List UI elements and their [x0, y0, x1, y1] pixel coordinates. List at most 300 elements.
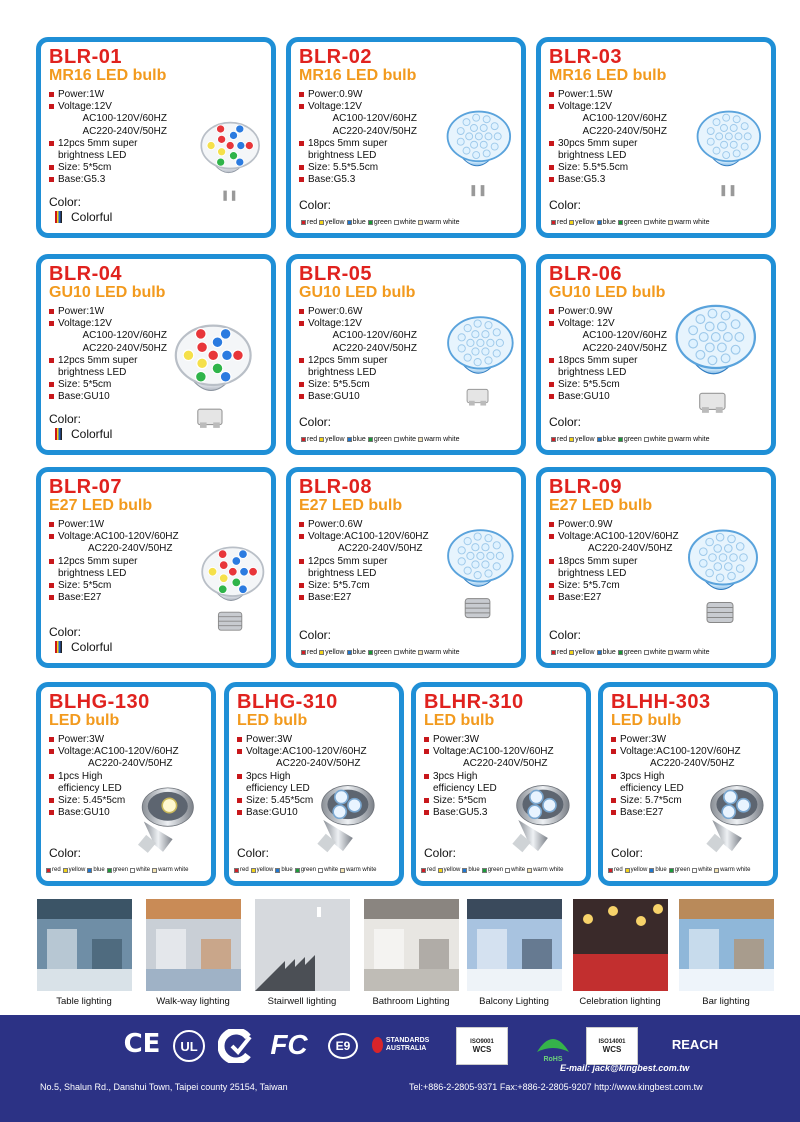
product-card-blr-05 [286, 254, 526, 455]
color-label: Color: [299, 415, 332, 429]
model-number: BLHG-130 [49, 691, 150, 713]
color-swatches [299, 649, 459, 656]
spec-list [549, 519, 679, 604]
spec-line: Power:0.6W [299, 519, 429, 531]
spec-line: Base:GU5.3 [424, 807, 554, 819]
spec-list [299, 89, 417, 187]
model-number: BLR-04 [49, 263, 123, 285]
color-swatches [549, 436, 709, 443]
swatch-warm-white [714, 868, 719, 873]
spec-line: 12pcs 5mm super [49, 556, 179, 568]
bulb-illustration [681, 92, 773, 212]
model-number: BLR-05 [299, 263, 373, 285]
gallery-caption: Balcony Lighting [479, 996, 549, 1007]
swatch-label: blue [352, 219, 366, 226]
spec-line: AC220-240V/50HZ [246, 758, 361, 770]
swatch-label: warm white [674, 649, 710, 656]
spec-line: Base:GU10 [237, 807, 367, 819]
rainbow-icon [55, 211, 62, 223]
swatch-label: white [698, 867, 713, 873]
spec-line: efficiency LED [58, 782, 122, 794]
swatch-label: red [614, 867, 623, 873]
swatch-label: yellow [68, 867, 86, 873]
spec-line: Size: 5*5cm [424, 795, 554, 807]
swatch-white [130, 868, 135, 873]
spec-line: Base:E27 [299, 592, 429, 604]
color-label: Color: [611, 846, 644, 860]
swatch-label: green [623, 436, 642, 443]
swatch-label: blue [352, 436, 366, 443]
color-swatches [299, 219, 459, 226]
spec-line: AC100-120V/60HZ [558, 113, 667, 125]
swatch-red [46, 868, 51, 873]
product-card-blhr-310 [411, 682, 591, 886]
swatch-green [618, 437, 623, 442]
spec-line: AC220-240V/50HZ [433, 758, 548, 770]
fc-logo: FC [270, 1029, 308, 1060]
color-label: Color: [237, 846, 270, 860]
swatch-green [368, 220, 373, 225]
swatch-green [368, 650, 373, 655]
e9-logo: E9 [328, 1033, 358, 1059]
spec-line: AC220-240V/50HZ [558, 543, 673, 555]
spec-line: Base:GU10 [549, 391, 667, 403]
spec-line: Size: 5.5*5.5cm [549, 162, 667, 174]
spec-line: 12pcs 5mm super [49, 355, 167, 367]
swatch-label: warm white [720, 867, 751, 873]
bulb-illustration [186, 532, 276, 642]
spec-line: Voltage:AC100-120V/60HZ [611, 746, 741, 758]
spec-list [424, 734, 554, 819]
swatch-label: blue [281, 867, 293, 873]
spec-line: Power:3W [611, 734, 741, 746]
spec-line: Power:0.9W [549, 519, 679, 531]
spec-line: brightness LED [58, 150, 127, 162]
spec-line: AC220-240V/50HZ [308, 543, 423, 555]
model-number: BLR-08 [299, 476, 373, 498]
model-number: BLHR-310 [424, 691, 524, 713]
standards-text: STANDARDS AUSTRALIA [385, 1037, 430, 1052]
swatch-blue [597, 220, 602, 225]
swatch-yellow [569, 437, 574, 442]
spec-line: brightness LED [308, 150, 377, 162]
swatch-label: green [373, 219, 392, 226]
swatch-blue [597, 437, 602, 442]
swatch-yellow [438, 868, 443, 873]
iso9001-logo-code: ISO9001 [470, 1038, 494, 1045]
spec-line: Size: 5.5*5.5cm [299, 162, 417, 174]
address: No.5, Shalun Rd., Danshui Town, Taipei county 25154, Taiwan [40, 1082, 288, 1092]
spec-line: Voltage:AC100-120V/60HZ [49, 531, 179, 543]
spec-line: AC100-120V/60HZ [58, 330, 167, 342]
swatch-green [618, 220, 623, 225]
swatch-green [618, 650, 623, 655]
swatch-label: red [240, 867, 249, 873]
color-swatches [549, 649, 709, 656]
spec-line: AC100-120V/60HZ [58, 113, 167, 125]
spec-line: Power:3W [49, 734, 179, 746]
swatch-yellow [569, 220, 574, 225]
spec-line: Base:G5.3 [299, 174, 417, 186]
rainbow-icon [55, 641, 62, 653]
color-label: Color: [49, 846, 82, 860]
swatch-white [394, 220, 399, 225]
swatch-green [295, 868, 300, 873]
spec-line: brightness LED [558, 367, 627, 379]
product-type: MR16 LED bulb [549, 67, 667, 84]
iso14001-logo [586, 1027, 638, 1065]
rohs-text: RoHS [543, 1055, 563, 1063]
spec-line: efficiency LED [620, 782, 684, 794]
swatch-green [669, 868, 674, 873]
iso9001-logo [456, 1027, 508, 1065]
spec-line: Size: 5*5.7cm [299, 580, 429, 592]
spec-line: Voltage:AC100-120V/60HZ [424, 746, 554, 758]
gallery-photo-balcony-lighting [467, 899, 562, 991]
spec-line: Size: 5*5cm [49, 580, 179, 592]
swatch-label: yellow [575, 219, 595, 226]
spec-list [49, 734, 179, 819]
spec-line: AC220-240V/50HZ [308, 342, 417, 354]
swatch-red [301, 650, 306, 655]
spec-line: Voltage:AC100-120V/60HZ [237, 746, 367, 758]
product-type: GU10 LED bulb [49, 284, 166, 301]
swatch-warm-white [418, 650, 423, 655]
swatch-label: warm white [533, 867, 564, 873]
product-card-blr-06 [536, 254, 776, 455]
swatch-label: green [487, 867, 504, 873]
swatch-label: blue [468, 867, 480, 873]
model-number: BLHG-310 [237, 691, 338, 713]
color-swatches [606, 867, 750, 873]
swatch-label: blue [602, 219, 616, 226]
spec-line: 3pcs High [424, 771, 554, 783]
color-swatches [549, 219, 709, 226]
color-label: Color: [549, 415, 582, 429]
swatch-yellow [625, 868, 630, 873]
product-card-blr-02 [286, 37, 526, 238]
spec-line: 12pcs 5mm super [299, 556, 429, 568]
swatch-blue [462, 868, 467, 873]
product-type: E27 LED bulb [549, 497, 653, 514]
spec-line: Base:G5.3 [49, 174, 167, 186]
swatch-label: yellow [630, 867, 648, 873]
rainbow-icon [55, 428, 62, 440]
gallery-caption: Walk-way lighting [156, 996, 230, 1007]
gallery-caption: Bar lighting [702, 996, 750, 1007]
model-number: BLR-02 [299, 46, 373, 68]
swatch-label: green [623, 219, 642, 226]
swatch-label: white [399, 436, 417, 443]
product-type: LED bulb [611, 712, 682, 729]
spec-line: Base:GU10 [49, 807, 179, 819]
product-card-blr-07 [36, 467, 276, 668]
spec-line: brightness LED [308, 567, 377, 579]
color-swatches [419, 867, 563, 873]
gallery-photo-celebration-lighting [573, 899, 668, 991]
spec-line: Size: 5.45*5cm [49, 795, 179, 807]
swatch-red [301, 220, 306, 225]
product-type: GU10 LED bulb [549, 284, 666, 301]
swatch-label: white [399, 219, 417, 226]
swatch-label: warm white [674, 219, 710, 226]
color-label: Color: [49, 412, 82, 426]
bulb-illustration [156, 314, 266, 434]
spec-line: 18pcs 5mm super [549, 355, 667, 367]
swatch-green [368, 437, 373, 442]
spec-list [299, 519, 429, 604]
swatch-label: blue [352, 649, 366, 656]
spec-line: Base:E27 [549, 592, 679, 604]
color-swatches [232, 867, 376, 873]
swatch-blue [347, 437, 352, 442]
color-label: Color: [299, 198, 332, 212]
swatch-label: green [373, 436, 392, 443]
spec-line: AC220-240V/50HZ [620, 758, 735, 770]
product-type: GU10 LED bulb [299, 284, 416, 301]
swatch-white [394, 650, 399, 655]
swatch-red [234, 868, 239, 873]
bulb-illustration [186, 104, 271, 216]
spec-line: Power:0.9W [299, 89, 417, 101]
spec-list [549, 306, 667, 404]
swatch-yellow [319, 220, 324, 225]
spec-list [299, 306, 417, 404]
spec-line: Power:1.5W [549, 89, 667, 101]
swatch-green [107, 868, 112, 873]
spec-line: brightness LED [558, 567, 627, 579]
spec-line: brightness LED [58, 567, 127, 579]
ul-logo: UL [173, 1030, 205, 1062]
swatch-label: white [399, 649, 417, 656]
color-label: Color: [549, 198, 582, 212]
swatch-warm-white [668, 220, 673, 225]
gallery-caption: Bathroom Lighting [372, 996, 450, 1007]
swatch-label: white [136, 867, 151, 873]
bulb-illustration [431, 512, 526, 632]
swatch-white [644, 220, 649, 225]
swatch-label: warm white [674, 436, 710, 443]
swatch-white [692, 868, 697, 873]
swatch-blue [87, 868, 92, 873]
swatch-label: yellow [575, 649, 595, 656]
spec-line: AC220-240V/50HZ [58, 342, 167, 354]
bulb-illustration [431, 299, 526, 419]
swatch-label: green [300, 867, 317, 873]
swatch-white [644, 437, 649, 442]
swatch-label: red [307, 436, 318, 443]
swatch-red [551, 650, 556, 655]
swatch-red [608, 868, 613, 873]
product-card-blr-09 [536, 467, 776, 668]
swatch-blue [649, 868, 654, 873]
colorful-option [55, 210, 112, 224]
gallery-photo-bathroom-lighting [364, 899, 459, 991]
swatch-label: green [112, 867, 129, 873]
swatch-white [318, 868, 323, 873]
model-number: BLR-09 [549, 476, 623, 498]
swatch-label: warm white [346, 867, 377, 873]
spec-line: Voltage:12V [299, 101, 417, 113]
spec-line: AC220-240V/50HZ [58, 125, 167, 137]
swatch-warm-white [418, 437, 423, 442]
product-card-blr-01 [36, 37, 276, 238]
spec-line: Size: 5*5.7cm [549, 580, 679, 592]
swatch-warm-white [668, 437, 673, 442]
spec-line: 18pcs 5mm super [299, 138, 417, 150]
spec-line: Voltage:12V [549, 101, 667, 113]
spec-line: Voltage: 12V [549, 318, 667, 330]
spec-line: efficiency LED [246, 782, 310, 794]
product-type: MR16 LED bulb [299, 67, 417, 84]
spec-line: Size: 5*5cm [49, 379, 167, 391]
footer-band [0, 1015, 800, 1122]
spec-line: AC100-120V/60HZ [308, 330, 417, 342]
swatch-red [551, 437, 556, 442]
spec-list [49, 519, 179, 604]
product-card-blhg-130 [36, 682, 216, 886]
spec-line: Voltage:12V [299, 318, 417, 330]
swatch-label: white [649, 649, 667, 656]
spec-line: Base:E27 [611, 807, 741, 819]
swatch-white [505, 868, 510, 873]
swatch-label: yellow [325, 436, 345, 443]
swatch-red [301, 437, 306, 442]
product-type: MR16 LED bulb [49, 67, 167, 84]
spec-list [237, 734, 367, 819]
spec-list [49, 89, 167, 187]
swatch-yellow [319, 650, 324, 655]
color-swatches [299, 436, 459, 443]
swatch-label: white [324, 867, 339, 873]
spec-line: Base:GU10 [49, 391, 167, 403]
swatch-label: warm white [424, 219, 460, 226]
swatch-label: green [373, 649, 392, 656]
swatch-label: red [307, 649, 318, 656]
iso14001-logo-wcs: WCS [602, 1044, 622, 1054]
contact-info: Tel:+886-2-2805-9371 Fax:+886-2-2805-9207 http://www.kingbest.com.tw [409, 1082, 703, 1092]
spec-line: Power:1W [49, 519, 179, 531]
swatch-label: white [649, 219, 667, 226]
swatch-label: yellow [443, 867, 461, 873]
spec-line: 3pcs High [237, 771, 367, 783]
bulb-illustration [671, 512, 771, 637]
model-number: BLR-03 [549, 46, 623, 68]
colorful-option [55, 427, 112, 441]
gallery-caption: Celebration lighting [579, 996, 661, 1007]
swatch-label: blue [602, 649, 616, 656]
swatch-white [394, 437, 399, 442]
spec-line: brightness LED [308, 367, 377, 379]
bulb-illustration [431, 92, 523, 212]
colorful-label: Colorful [71, 640, 113, 654]
spec-line: 30pcs 5mm super [549, 138, 667, 150]
swatch-label: red [557, 219, 568, 226]
swatch-label: red [52, 867, 61, 873]
swatch-label: green [674, 867, 691, 873]
spec-line: Base:G5.3 [549, 174, 667, 186]
spec-line: Voltage:12V [49, 101, 167, 113]
c-mark-logo [218, 1029, 254, 1063]
spec-line: Power:1W [49, 306, 167, 318]
spec-line: Size: 5*5.5cm [549, 379, 667, 391]
iso14001-logo-code: ISO14001 [598, 1038, 626, 1045]
rohs-logo [530, 1027, 576, 1065]
spec-line: Base:E27 [49, 592, 179, 604]
gallery-caption: Table lighting [56, 996, 112, 1007]
swatch-label: yellow [325, 649, 345, 656]
swatch-blue [275, 868, 280, 873]
product-type: LED bulb [49, 712, 120, 729]
standards-australia-logo [372, 1033, 444, 1057]
swatch-label: white [511, 867, 526, 873]
model-number: BLR-07 [49, 476, 123, 498]
spec-line: Power:3W [237, 734, 367, 746]
spec-line: Power:3W [424, 734, 554, 746]
swatch-blue [597, 650, 602, 655]
spec-line: AC220-240V/50HZ [308, 125, 417, 137]
spec-line: 12pcs 5mm super [49, 138, 167, 150]
model-number: BLR-01 [49, 46, 123, 68]
swatch-blue [347, 220, 352, 225]
spec-line: Size: 5.7*5cm [611, 795, 741, 807]
swatch-label: blue [655, 867, 667, 873]
swatch-yellow [251, 868, 256, 873]
spec-list [49, 306, 167, 404]
email: E-mail: jack@kingbest.com.tw [560, 1063, 690, 1073]
gallery-photo-walk-way-lighting [146, 899, 241, 991]
swatch-label: red [557, 436, 568, 443]
gallery-photo-table-lighting [37, 899, 132, 991]
iso9001-logo-wcs: WCS [472, 1044, 492, 1054]
color-label: Color: [49, 195, 82, 209]
spec-line: Voltage:AC100-120V/60HZ [549, 531, 679, 543]
gallery-photo-bar-lighting [679, 899, 774, 991]
swatch-warm-white [340, 868, 345, 873]
spec-line: Voltage:12V [49, 318, 167, 330]
color-label: Color: [424, 846, 457, 860]
product-type: LED bulb [237, 712, 308, 729]
swatch-label: blue [93, 867, 105, 873]
spec-line: Voltage:AC100-120V/60HZ [49, 746, 179, 758]
color-label: Color: [49, 625, 82, 639]
spec-line: AC220-240V/50HZ [558, 125, 667, 137]
product-card-blr-08 [286, 467, 526, 668]
product-card-blr-04 [36, 254, 276, 455]
gallery-photo-stairwell-lighting [255, 899, 350, 991]
spec-line: Power:1W [49, 89, 167, 101]
swatch-label: warm white [424, 649, 460, 656]
swatch-label: yellow [256, 867, 274, 873]
swatch-yellow [63, 868, 68, 873]
swatch-label: red [427, 867, 436, 873]
spec-line: 12pcs 5mm super [299, 355, 417, 367]
swatch-label: blue [602, 436, 616, 443]
spec-list [549, 89, 667, 187]
product-card-blhg-310 [224, 682, 404, 886]
spec-line: AC100-120V/60HZ [308, 113, 417, 125]
product-card-blhh-303 [598, 682, 778, 886]
spec-line: brightness LED [58, 367, 127, 379]
spec-line: Power:0.6W [299, 306, 417, 318]
swatch-yellow [569, 650, 574, 655]
swatch-label: warm white [158, 867, 189, 873]
swatch-label: yellow [575, 436, 595, 443]
swatch-label: red [307, 219, 318, 226]
spec-line: Power:0.9W [549, 306, 667, 318]
color-label: Color: [549, 628, 582, 642]
swatch-label: white [649, 436, 667, 443]
